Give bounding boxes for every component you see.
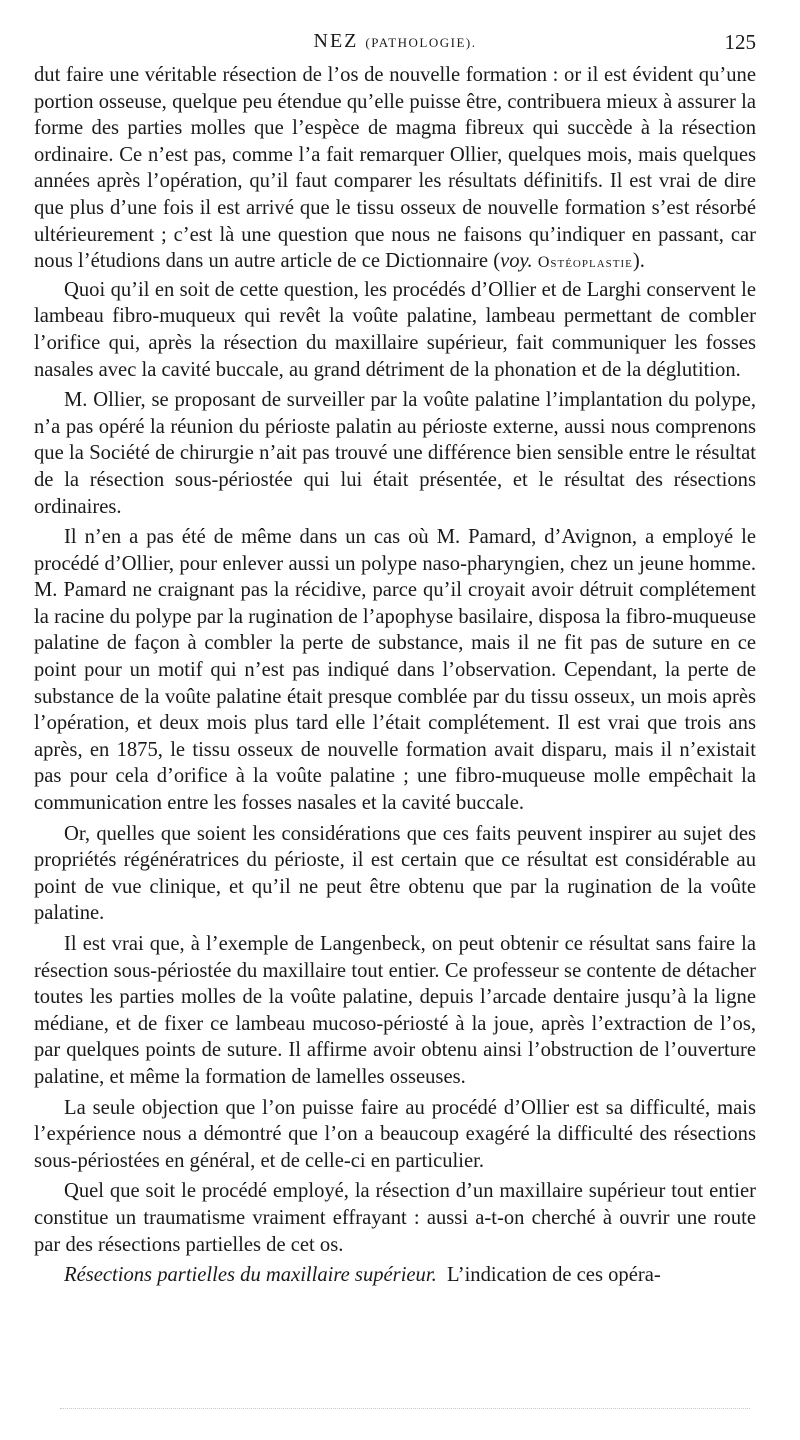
body-text [34, 62, 756, 1289]
cross-reference-article: Ostéoplastie [537, 254, 633, 272]
paragraph-1-text: dut faire une véritable résection de l’os de nouvelle formation : or il est évident qu’une portion osseuse, quelque peu étendue qu’elle puisse être, contribuera mieux à assurer la forme des parties molles que l’espèce de magma fibreux qui succède à la résection ordinaire. Ce n’est pas, comme l’a fait remarquer Ollier, quelques mois, mais quelques années après l’opération, qu’il faut comparer les résultats définitifs. Il est vrai de dire que plus d’une fois il est arrivé que le tissu osseux de nouvelle formation s’est résorbé ultérieurement ; c’est là une question que nous ne faisons qu’indiquer en passant, car nous l’étudions dans un autre article de ce Dictionnaire ( [34, 64, 756, 273]
paragraph-1-end: ). [632, 250, 645, 273]
paragraph-9-text: L’indication de ces opéra- [447, 1264, 661, 1287]
cross-reference-voy: voy. [500, 250, 533, 273]
paragraph-8: Quel que soit le procédé employé, la résection d’un maxillaire supérieur tout entier constitue un traumatisme vraiment effrayant : aussi a-t-on cherché à ouvrir une route par des résections partielles de cet os. [34, 1180, 756, 1256]
running-head [34, 30, 756, 53]
page-header [34, 30, 756, 56]
paragraph-2: Quoi qu’il en soit de cette question, les procédés d’Ollier et de Larghi conservent le lambeau fibro-muqueux qui revêt la voûte palatine, lambeau permettant de combler l’orifice qui, après la résection du maxillaire supérieur, fait communiquer les fosses nasales avec la cavité buccale, au grand détriment de la phonation et de la déglutition. [34, 278, 756, 381]
paragraph-1 [34, 62, 756, 277]
paragraph-4: Il n’en a pas été de même dans un cas où M. Pamard, d’Avignon, a employé le procédé d’Ollier, pour enlever aussi un polype naso-pharyngien, chez un jeune homme. M. Pamard ne craignant pas la récidive, parce qu’il croyait avoir détruit complétement la racine du polype par la rugination de l’apophyse basilaire, disposa la fibro-muqueuse palatine de façon à combler la perte de substance, mais il ne fit pas de suture en ce point pour un motif qui n’est pas indiqué dans l’observation. Cependant, la perte de substance de la voûte palatine était presque comblée par du tissu osseux, un mois après l’opération, et deux mois plus tard elle l’était complétement. Il est vrai que trois ans après, en 1875, le tissu osseux de nouvelle formation avait disparu, mais il n’existait pas pour cela d’orifice à la voûte palatine ; une fibro-muqueuse molle empêchait la communication entre les fosses nasales et la cavité buccale. [34, 526, 756, 815]
section-heading: Résections partielles du maxillaire supérieur. [64, 1264, 437, 1287]
paragraph-5: Or, quelles que soient les considérations que ces faits peuvent inspirer au sujet des propriétés régénératrices du périoste, il est certain que ce résultat est considérable au point de vue clinique, et qu’il ne peut être obtenu que par la rugination de la voûte palatine. [34, 822, 756, 925]
running-head-subtitle: (PATHOLOGIE). [365, 35, 477, 50]
paragraph-7: La seule objection que l’on puisse faire au procédé d’Ollier est sa difficulté, mais l’expérience nous a démontré que l’on a beaucoup exagéré la difficulté des résections sous-périostées en général, et de celle-ci en particulier. [34, 1096, 756, 1172]
paragraph-3: M. Ollier, se proposant de surveiller par la voûte palatine l’implantation du polype, n’a pas opéré la réunion du périoste palatin au périoste externe, aussi nous comprenons que la Société de chirurgie n’ait pas trouvé une différence bien sensible entre le résultat de la résection sous-périostée qui lui était présentée, et le résultat des résections ordinaires. [34, 389, 756, 518]
paragraph-6: Il est vrai que, à l’exemple de Langenbeck, on peut obtenir ce résultat sans faire la résection sous-périostée du maxillaire tout entier. Ce professeur se contente de détacher toutes les parties molles de la voûte palatine, depuis l’arcade dentaire jusqu’à la ligne médiane, et de fixer ce lambeau mucoso-périosté à la joue, après l’extraction de l’os, par quelques points de suture. Il affirme avoir obtenu ainsi l’obstruction de l’ouverture palatine, et même la formation de lamelles osseuses. [34, 933, 756, 1088]
running-head-title: NEZ [313, 30, 359, 52]
bottom-rule [60, 1408, 750, 1409]
page-number: 125 [724, 30, 756, 54]
paragraph-9 [34, 1262, 756, 1289]
